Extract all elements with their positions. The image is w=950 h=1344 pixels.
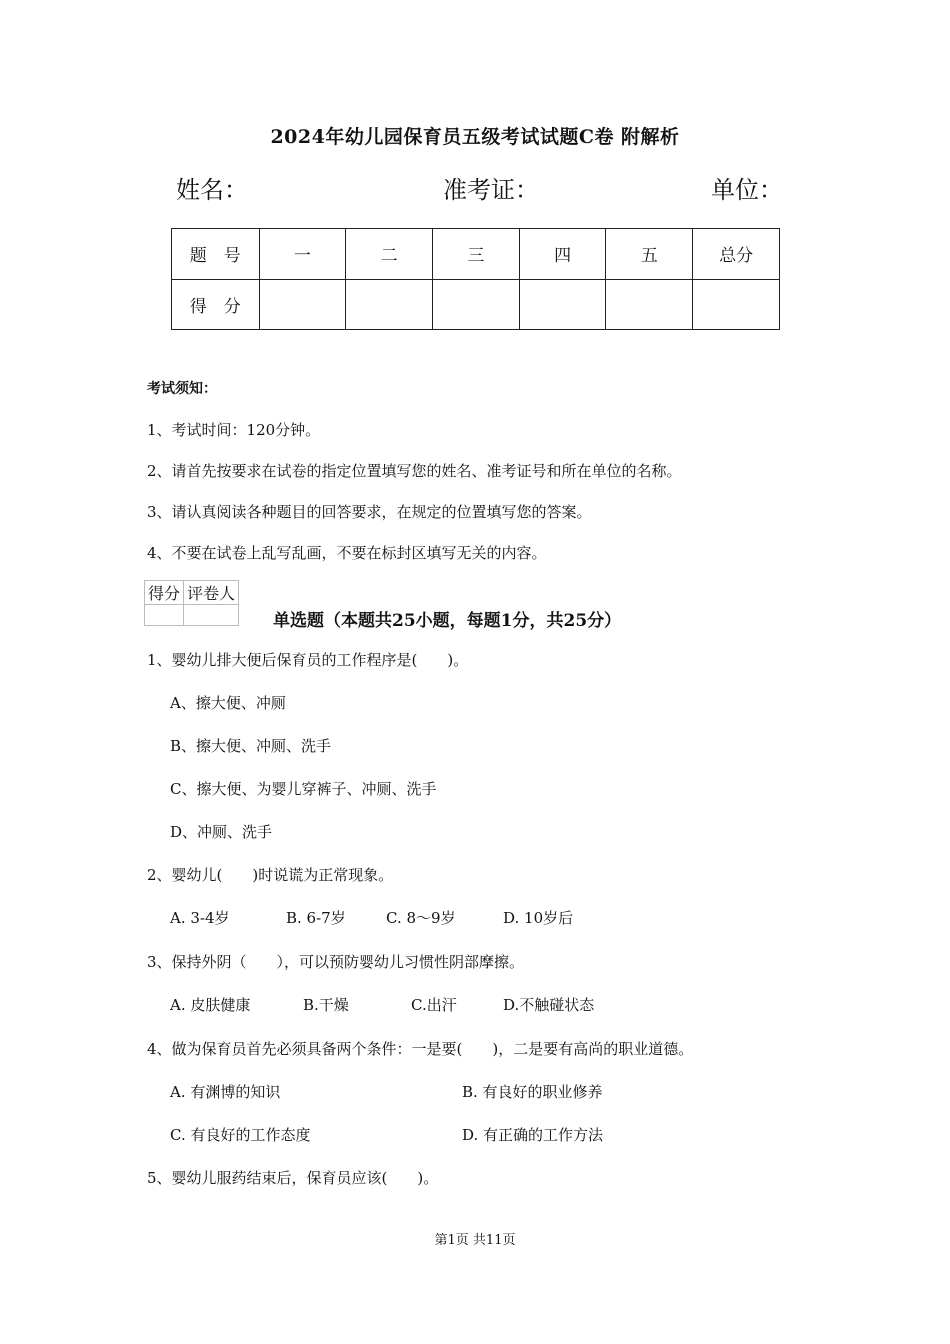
score-cell[interactable]: [433, 279, 520, 330]
question-option: C.出汗: [411, 996, 457, 1014]
score-table-header-row: [172, 229, 780, 280]
score-header-cell: 总分: [693, 229, 780, 280]
question-option: A. 有渊博的知识: [170, 1083, 281, 1101]
notice-item: 4、不要在试卷上乱写乱画，不要在标封区填写无关的内容。: [147, 544, 547, 562]
question-option: A、擦大便、冲厕: [170, 694, 286, 712]
score-header-cell: 题 号: [172, 229, 260, 280]
question-stem: 3、保持外阴（ ），可以预防婴幼儿习惯性阴部摩擦。: [147, 953, 525, 971]
question-stem: 1、婴幼儿排大便后保育员的工作程序是( )。: [147, 651, 469, 669]
section-title: 单选题（本题共25小题，每题1分，共25分）: [273, 611, 622, 631]
score-header-cell: 一: [259, 229, 346, 280]
score-cell[interactable]: [346, 279, 433, 330]
score-header-cell: 二: [346, 229, 433, 280]
score-header-cell: 三: [433, 229, 520, 280]
question-option: B、擦大便、冲厕、洗手: [170, 737, 332, 755]
page-title: 2024年幼儿园保育员五级考试试题C卷 附解析: [270, 126, 680, 148]
question-option: D. 10岁后: [503, 909, 574, 927]
grader-reviewer-cell[interactable]: [184, 605, 239, 626]
question-stem: 5、婴幼儿服药结束后，保育员应该( )。: [147, 1169, 439, 1187]
ticket-label: 准考证：: [443, 176, 539, 204]
score-cell[interactable]: [519, 279, 606, 330]
question-stem: 4、做为保育员首先必须具备两个条件：一是要( )，二是要有高尚的职业道德。: [147, 1040, 694, 1058]
question-option: A. 皮肤健康: [170, 996, 251, 1014]
score-table-score-row: [172, 279, 780, 330]
grader-reviewer-label: 评卷人: [184, 581, 239, 605]
score-row-label: 得 分: [172, 279, 260, 330]
notice-item: 2、请首先按要求在试卷的指定位置填写您的姓名、准考证号和所在单位的名称。: [147, 462, 682, 480]
question-option: A. 3-4岁: [170, 909, 230, 927]
grader-box: [144, 580, 239, 626]
question-option: C、擦大便、为婴儿穿裤子、冲厕、洗手: [170, 780, 437, 798]
notice-title: 考试须知：: [147, 381, 217, 397]
notice-item: 1、考试时间：120分钟。: [147, 421, 321, 439]
question-option: B.干燥: [303, 996, 349, 1014]
question-option: C. 8～9岁: [386, 909, 456, 927]
score-cell[interactable]: [693, 279, 780, 330]
question-option: C. 有良好的工作态度: [170, 1126, 311, 1144]
notice-item: 3、请认真阅读各种题目的回答要求，在规定的位置填写您的答案。: [147, 503, 592, 521]
question-option: D.不触碰状态: [503, 996, 595, 1014]
question-option: D、冲厕、洗手: [170, 823, 273, 841]
score-header-cell: 五: [606, 229, 693, 280]
score-cell[interactable]: [259, 279, 346, 330]
grader-score-cell[interactable]: [145, 605, 184, 626]
page-footer: 第1页 共11页: [434, 1233, 516, 1248]
name-label: 姓名：: [176, 176, 248, 204]
score-table: [171, 228, 780, 330]
question-option: B. 6-7岁: [286, 909, 346, 927]
unit-label: 单位：: [711, 176, 783, 204]
question-stem: 2、婴幼儿( )时说谎为正常现象。: [147, 866, 394, 884]
question-option: D. 有正确的工作方法: [462, 1126, 604, 1144]
score-header-cell: 四: [519, 229, 606, 280]
score-cell[interactable]: [606, 279, 693, 330]
grader-score-label: 得分: [145, 581, 184, 605]
question-option: B. 有良好的职业修养: [462, 1083, 603, 1101]
